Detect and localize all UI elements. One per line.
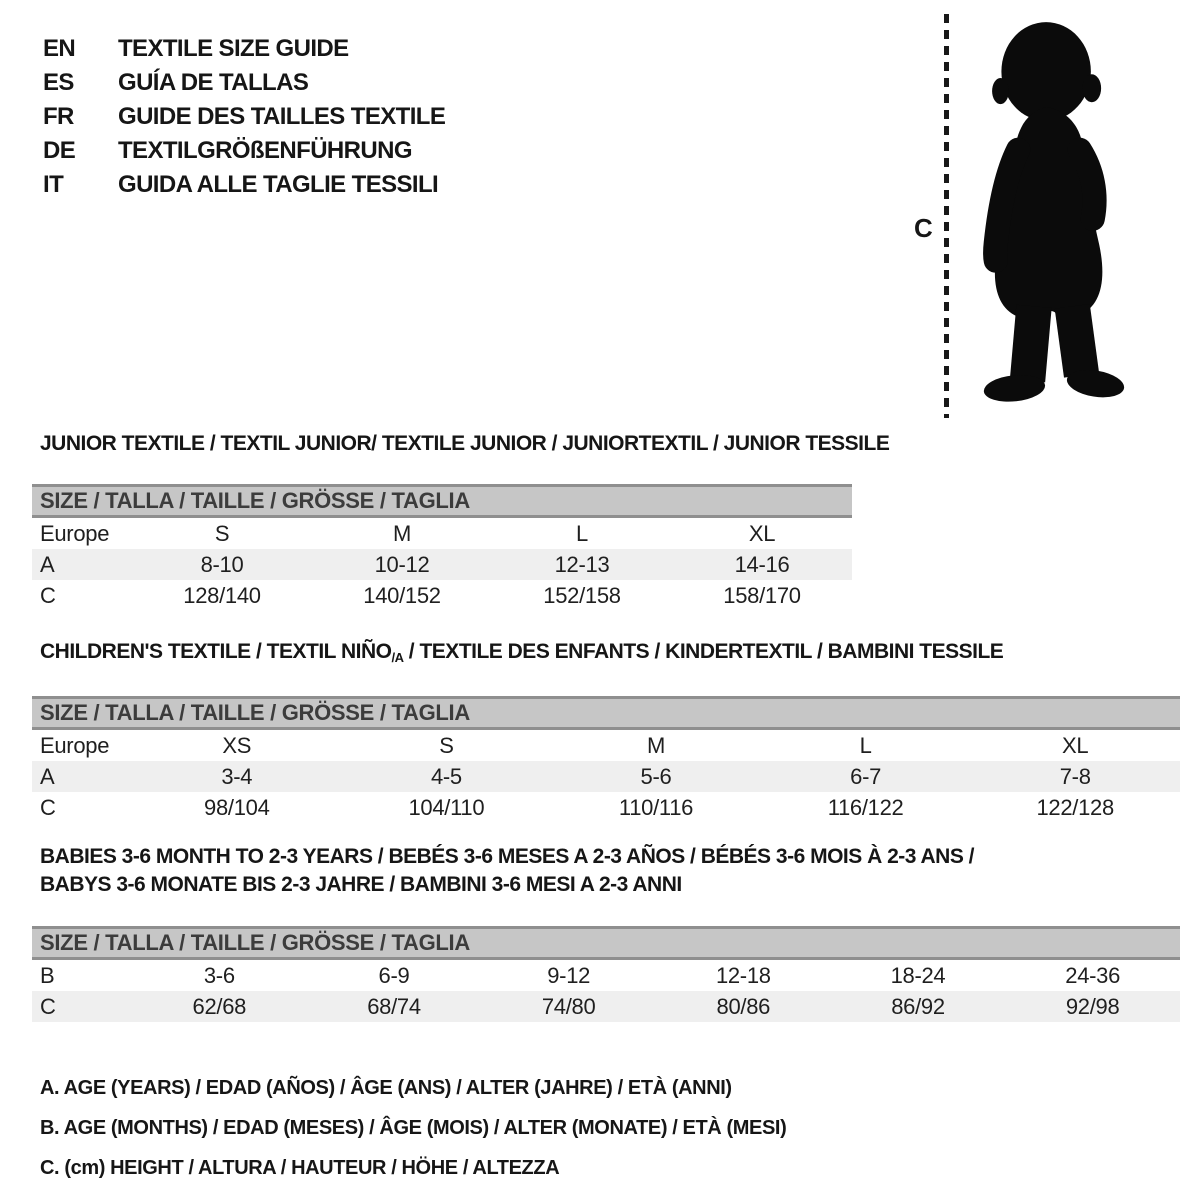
row-label: C: [40, 582, 56, 608]
lang-code: FR: [43, 103, 74, 130]
age-cell: 7-8: [1059, 763, 1091, 789]
row-label: Europe: [40, 732, 110, 758]
months-cell: 24-36: [1065, 962, 1121, 988]
height-cell: 68/74: [367, 993, 421, 1019]
height-cell: 62/68: [192, 993, 247, 1019]
section-junior-textile: [32, 430, 890, 611]
months-cell: 9-12: [547, 962, 591, 988]
table-row: [32, 792, 1180, 823]
lang-code: ES: [43, 69, 74, 96]
height-cell: 140/152: [363, 582, 441, 608]
guide-title-en: TEXTILE SIZE GUIDE: [118, 35, 349, 62]
height-cell: 92/98: [1065, 993, 1120, 1019]
height-cell: 74/80: [541, 993, 596, 1019]
lang-row-en: [43, 32, 445, 66]
height-cell: 158/170: [723, 582, 801, 608]
section-children-textile: [32, 638, 1180, 823]
junior-size-table: [32, 484, 852, 611]
size-header-bar: SIZE / TALLA / TAILLE / GRÖSSE / TAGLIA: [32, 696, 1180, 730]
size-cell: XL: [1062, 732, 1089, 758]
height-cell: 116/122: [827, 794, 904, 820]
age-cell: 8-10: [200, 551, 244, 577]
lang-row-de: [43, 134, 445, 168]
row-label: A: [40, 763, 55, 789]
language-header: [43, 32, 445, 202]
height-measure-label: C: [914, 213, 933, 243]
guide-title-fr: GUIDE DES TAILLES TEXTILE: [118, 103, 446, 130]
months-cell: 18-24: [890, 962, 946, 988]
note-height-cm: C. (cm) HEIGHT / ALTURA / HAUTEUR / HÖHE / ALTEZZA: [40, 1157, 560, 1179]
lang-code: IT: [43, 171, 64, 198]
months-cell: 6-9: [378, 962, 410, 988]
size-cell: L: [576, 520, 588, 546]
height-cell: 98/104: [204, 794, 270, 820]
age-cell: 6-7: [850, 763, 882, 789]
children-heading-pre: CHILDREN'S TEXTILE / TEXTIL NIÑO: [40, 640, 392, 663]
height-dashed-line: [944, 14, 949, 418]
size-cell: S: [439, 732, 454, 758]
junior-heading: JUNIOR TEXTILE / TEXTIL JUNIOR/ TEXTILE JUNIOR / JUNIORTEXTIL / JUNIOR TESSILE: [40, 432, 890, 455]
guide-title-es: GUÍA DE TALLAS: [118, 69, 309, 96]
note-age-months: B. AGE (MONTHS) / EDAD (MESES) / ÂGE (MOIS) / ALTER (MONATE) / ETÀ (MESI): [40, 1117, 787, 1139]
age-cell: 3-4: [221, 763, 253, 789]
row-label: B: [40, 962, 55, 988]
age-cell: 12-13: [554, 551, 610, 577]
children-heading: [40, 638, 1180, 672]
children-size-table: [32, 696, 1180, 823]
babies-heading-line1: BABIES 3-6 MONTH TO 2-3 YEARS / BEBÉS 3-6 MESES A 2-3 AÑOS / BÉBÉS 3-6 MOIS À 2-3 ANS /: [40, 845, 975, 868]
age-cell: 4-5: [430, 763, 462, 789]
children-heading-sub: /A: [391, 650, 404, 665]
height-cell: 110/116: [618, 794, 694, 820]
height-cell: 122/128: [1036, 794, 1114, 820]
height-cell: 86/92: [891, 993, 945, 1019]
table-row: [32, 991, 1180, 1022]
table-row: [32, 549, 852, 580]
note-age-years: A. AGE (YEARS) / EDAD (AÑOS) / ÂGE (ANS) / ALTER (JAHRE) / ETÀ (ANNI): [40, 1077, 732, 1099]
height-cell: 152/158: [543, 582, 621, 608]
babies-heading-line2: BABYS 3-6 MONATE BIS 2-3 JAHRE / BAMBINI 3-6 MESI A 2-3 ANNI: [40, 873, 682, 896]
size-cell: M: [646, 732, 665, 758]
age-cell: 14-16: [734, 551, 790, 577]
row-label: C: [40, 993, 56, 1019]
table-row: [32, 730, 1180, 761]
lang-row-es: [43, 66, 445, 100]
height-cell: 104/110: [408, 794, 485, 820]
babies-size-table: [32, 926, 1180, 1022]
size-cell: S: [214, 520, 230, 546]
height-cell: 80/86: [716, 993, 771, 1019]
legend-notes: [40, 1068, 786, 1188]
lang-row-it: [43, 168, 445, 202]
row-label: A: [40, 551, 55, 577]
guide-title-it: GUIDA ALLE TAGLIE TESSILI: [118, 171, 439, 198]
height-cell: 128/140: [183, 582, 261, 608]
table-row: [32, 580, 852, 611]
age-cell: 5-6: [640, 763, 672, 789]
size-cell: L: [859, 732, 872, 758]
table-row: [32, 960, 1180, 991]
table-row: [32, 761, 1180, 792]
size-cell: XL: [748, 520, 776, 546]
lang-code: EN: [43, 35, 76, 62]
children-heading-post: / TEXTILE DES ENFANTS / KINDERTEXTIL / BAMBINI TESSILE: [403, 640, 1004, 663]
table-row: [32, 518, 852, 549]
size-cell: XS: [222, 732, 252, 758]
size-header-bar: SIZE / TALLA / TAILLE / GRÖSSE / TAGLIA: [32, 926, 1180, 960]
section-babies-textile: [32, 843, 1180, 1022]
size-cell: M: [392, 520, 412, 546]
guide-title-de: TEXTILGRÖßENFÜHRUNG: [118, 137, 412, 164]
toddler-silhouette-icon: [958, 10, 1138, 420]
row-label: C: [40, 794, 56, 820]
lang-code: DE: [43, 137, 76, 164]
row-label: Europe: [40, 520, 110, 546]
lang-row-fr: [43, 100, 445, 134]
months-cell: 12-18: [715, 962, 771, 988]
months-cell: 3-6: [203, 962, 235, 988]
age-cell: 10-12: [374, 551, 430, 577]
size-header-bar: SIZE / TALLA / TAILLE / GRÖSSE / TAGLIA: [32, 484, 852, 518]
